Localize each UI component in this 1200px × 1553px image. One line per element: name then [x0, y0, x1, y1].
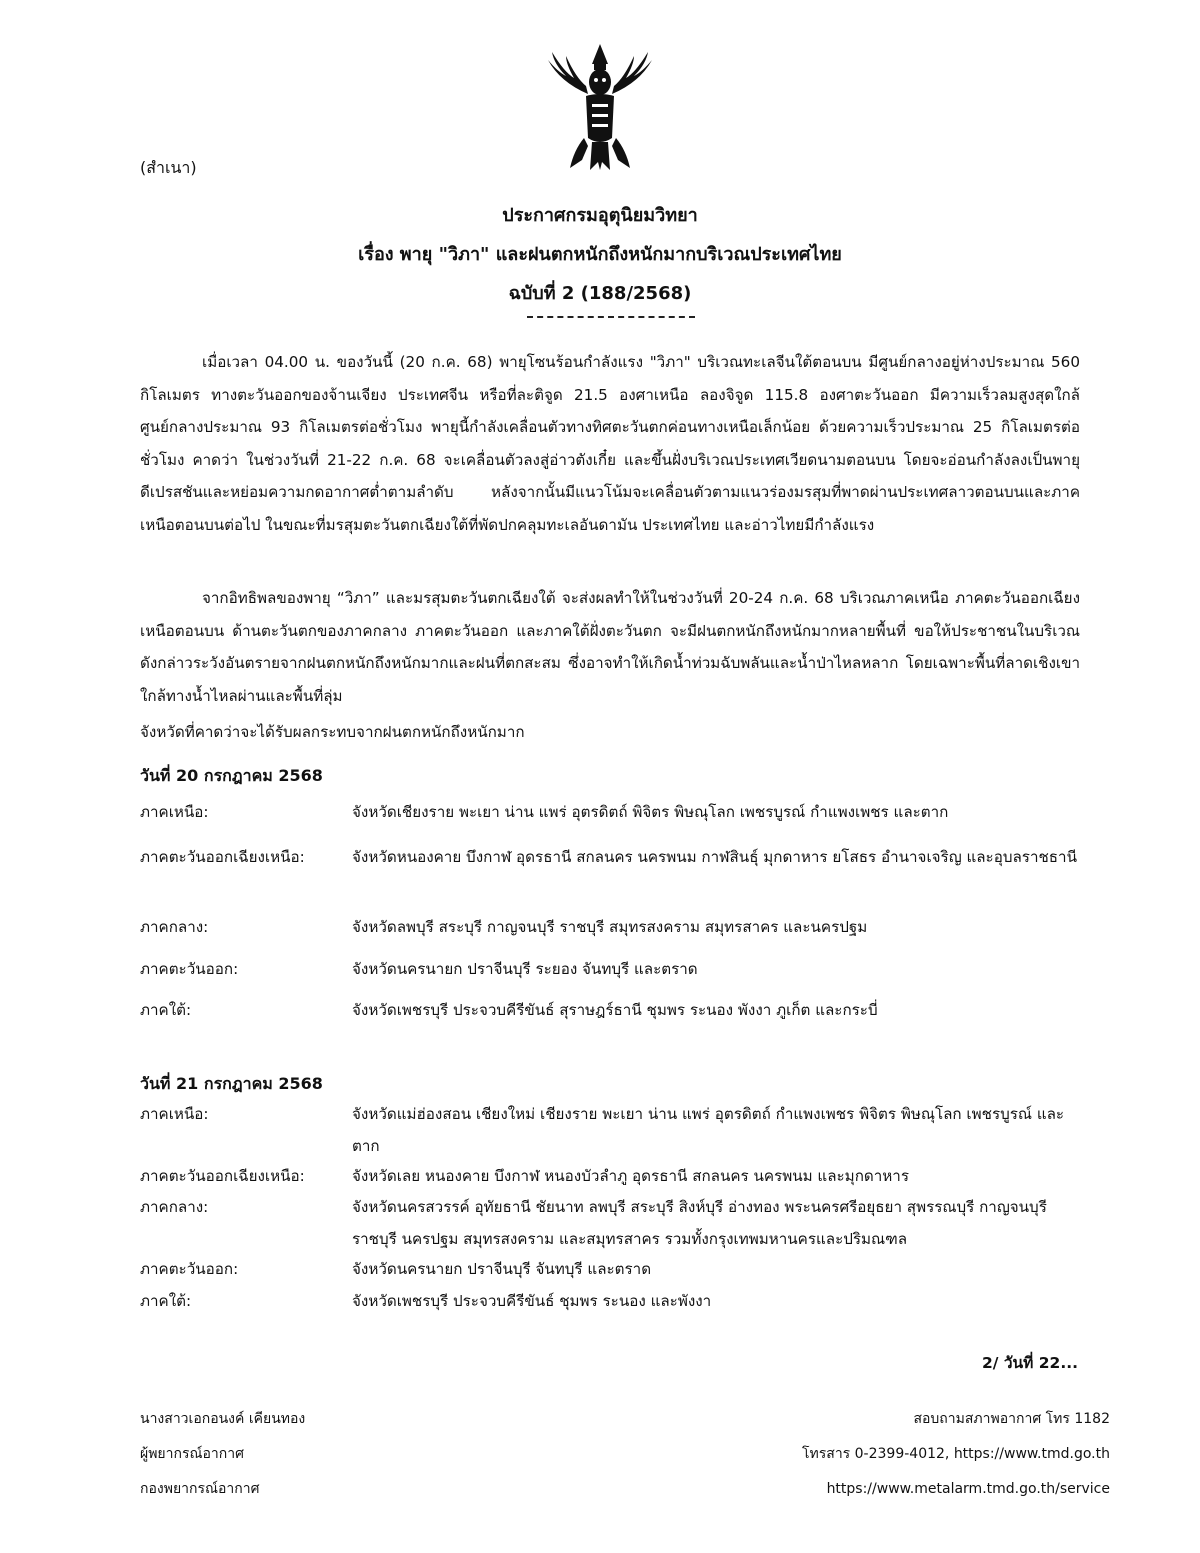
region-label: ภาคกลาง: — [140, 1198, 209, 1216]
copy-label: (สำเนา) — [140, 158, 197, 177]
province-list: จังหวัดนครสวรรค์ อุทัยธานี ชัยนาท ลพบุรี สระบุรี สิงห์บุรี อ่างทอง พระนครศรีอยุธยา สุพรรณบุรี กาญจนบุรี ราชบุรี นครปฐม สมุทรสงคราม และสมุทรสาคร รวมทั้งกรุงเทพมหานครและปริมณฑล — [352, 1198, 1047, 1248]
contact-block — [802, 1402, 1110, 1507]
issue-number: ฉบับที่ 2 (188/2568) — [508, 283, 692, 304]
region-label: ภาคใต้: — [140, 1001, 192, 1019]
impact-paragraph: จากอิทธิพลของพายุ “วิภา” และมรสุมตะวันตกเฉียงใต้ จะส่งผลทำให้ในช่วงวันที่ 20-24 ก.ค. 68 บริเวณภาคเหนือ ภาคตะวันออกเฉียงเหนือตอนบน ด้านตะวันตกของภาคกลาง ภาคตะวันออก และภาคใต้ฝั่งตะวันตก จะมีฝนตกหนักถึงหนักมากหลายพื้นที่ ขอให้ประชาชนในบริเวณดังกล่าวระวังอันตรายจากฝนตกหนักถึงหนักมากและฝนที่ตกสะสม ซึ่งอาจทำให้เกิดน้ำท่วมฉับพลันและน้ำป่าไหลหลาก โดยเฉพาะพื้นที่ลาดเชิงเขาใกล้ทางน้ำไหลผ่านและพื้นที่ลุ่ม — [140, 589, 1080, 705]
signatory-position: ผู้พยากรณ์อากาศ — [140, 1446, 244, 1462]
region-label: ภาคตะวันออก: — [140, 1260, 239, 1278]
divider — [527, 316, 695, 318]
affected-provinces-lead: จังหวัดที่คาดว่าจะได้รับผลกระทบจากฝนตกหนักถึงหนักมาก — [140, 723, 525, 741]
province-list: จังหวัดหนองคาย บึงกาฬ อุดรธานี สกลนคร นครพนม กาฬสินธุ์ มุกดาหาร ยโสธร อำนาจเจริญ และอุบลราชธานี — [352, 848, 1077, 866]
date-heading: วันที่ 21 กรกฎาคม 2568 — [140, 1074, 323, 1093]
contact-phone: สอบถามสภาพอากาศ โทร 1182 — [913, 1411, 1110, 1427]
province-list: จังหวัดเพชรบุรี ประจวบคีรีขันธ์ ชุมพร ระนอง และพังงา — [352, 1292, 712, 1310]
garuda-emblem-icon — [540, 42, 660, 172]
province-list: จังหวัดลพบุรี สระบุรี กาญจนบุรี ราชบุรี สมุทรสงคราม สมุทรสาคร และนครปฐม — [352, 918, 868, 936]
signatory-name: นางสาวเอกอนงค์ เคียนทอง — [140, 1411, 306, 1427]
contact-web: https://www.metalarm.tmd.go.th/service — [826, 1481, 1110, 1497]
contact-fax: โทรสาร 0-2399-4012, https://www.tmd.go.th — [802, 1446, 1110, 1462]
region-label: ภาคตะวันออก: — [140, 960, 239, 978]
province-list: จังหวัดนครนายก ปราจีนบุรี ระยอง จันทบุรี และตราด — [352, 960, 698, 978]
province-list: จังหวัดเลย หนองคาย บึงกาฬ หนองบัวลำภู อุดรธานี สกลนคร นครพนม และมุกดาหาร — [352, 1167, 909, 1185]
date-heading: วันที่ 20 กรกฎาคม 2568 — [140, 766, 323, 785]
region-label: ภาคเหนือ: — [140, 1105, 209, 1123]
region-label: ภาคเหนือ: — [140, 803, 209, 821]
continuation-marker: 2/ วันที่ 22... — [982, 1354, 1078, 1372]
province-list: จังหวัดเพชรบุรี ประจวบคีรีขันธ์ สุราษฎร์ธานี ชุมพร ระนอง พังงา ภูเก็ต และกระบี่ — [352, 1001, 878, 1019]
region-label: ภาคตะวันออกเฉียงเหนือ: — [140, 848, 305, 866]
province-list: จังหวัดแม่ฮ่องสอน เชียงใหม่ เชียงราย พะเยา น่าน แพร่ อุตรดิตถ์ กำแพงเพชร พิจิตร พิษณุโลก เพชรบูรณ์ และตาก — [352, 1105, 1065, 1155]
storm-paragraph: เมื่อเวลา 04.00 น. ของวันนี้ (20 ก.ค. 68) พายุโซนร้อนกำลังแรง "วิภา" บริเวณทะเลจีนใต้ตอนบน มีศูนย์กลางอยู่ห่างประมาณ 560 กิโลเมตร ทางตะวันออกของจ้านเจียง ประเทศจีน หรือที่ละติจูด 21.5 องศาเหนือ ลองจิจูด 115.8 องศาตะวันออก มีความเร็วลมสูงสุดใกล้ศูนย์กลางประมาณ 93 กิโลเมตรต่อชั่วโมง พายุนี้กำลังเคลื่อนตัวทางทิศตะวันตกค่อนทางเหนือเล็กน้อย ด้วยความเร็วประมาณ 25 กิโลเมตรต่อชั่วโมง คาดว่า ในช่วงวันที่ 21-22 ก.ค. 68 จะเคลื่อนตัวลงสู่อ่าวตังเกี๋ย และขึ้นฝั่งบริเวณประเทศเวียดนามตอนบน โดยจะอ่อนกำลังลงเป็นพายุดีเปรสชันและหย่อมความกดอากาศต่ำตามลำดับ หลังจากนั้นมีแนวโน้มจะเคลื่อนตัวตามแนวร่องมรสุมที่พาดผ่านประเทศลาวตอนบนและภาคเหนือตอนบนต่อไป ในขณะที่มรสุมตะวันตกเฉียงใต้ที่พัดปกคลุมทะเลอันดามัน ประเทศไทย และอ่าวไทยมีกำลังแรง — [140, 353, 1080, 534]
signatory-block — [140, 1402, 305, 1507]
signatory-division: กองพยากรณ์อากาศ — [140, 1481, 260, 1497]
page-title: ประกาศกรมอุตุนิยมวิทยา — [502, 205, 698, 226]
subject-line: เรื่อง พายุ "วิภา" และฝนตกหนักถึงหนักมากบริเวณประเทศไทย — [358, 244, 842, 265]
province-list: จังหวัดเชียงราย พะเยา น่าน แพร่ อุตรดิตถ์ พิจิตร พิษณุโลก เพชรบูรณ์ กำแพงเพชร และตาก — [352, 803, 949, 821]
region-label: ภาคใต้: — [140, 1292, 192, 1310]
region-label: ภาคกลาง: — [140, 918, 209, 936]
region-label: ภาคตะวันออกเฉียงเหนือ: — [140, 1167, 305, 1185]
province-list: จังหวัดนครนายก ปราจีนบุรี จันทบุรี และตราด — [352, 1260, 652, 1278]
